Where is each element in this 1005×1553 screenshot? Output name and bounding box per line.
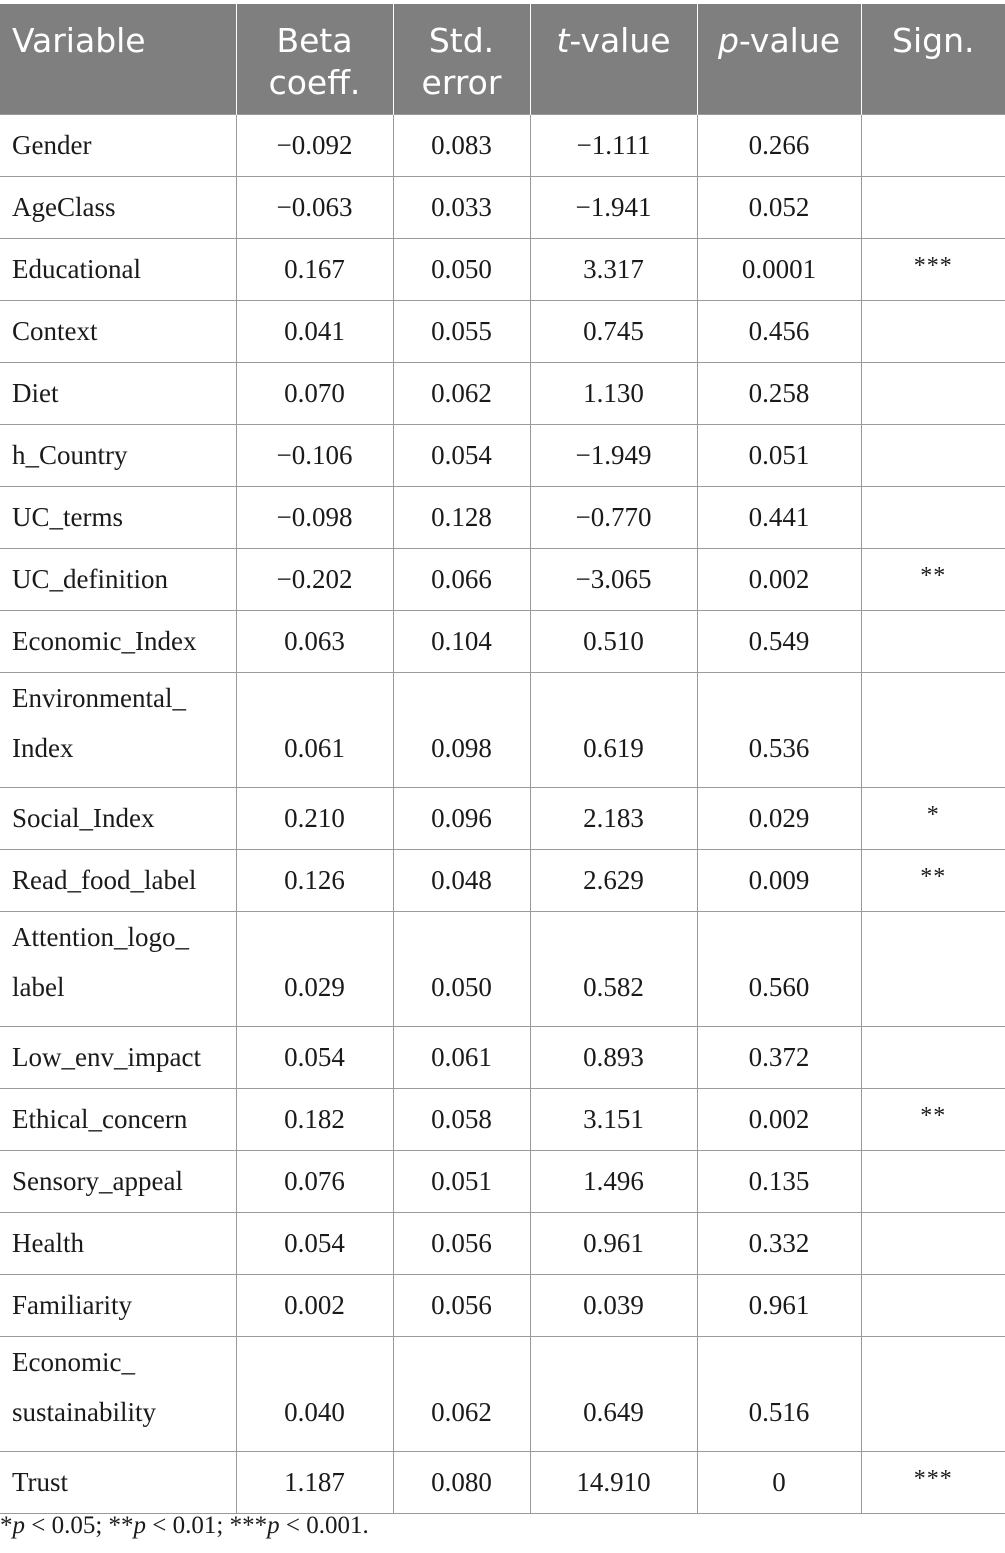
cell-std-error: 0.128 xyxy=(393,486,530,548)
cell-variable: Context xyxy=(0,300,236,362)
cell-beta-coeff: 0.054 xyxy=(236,1026,393,1088)
cell-t-value: 0.961 xyxy=(530,1212,697,1274)
cell-t-value: 14.910 xyxy=(530,1451,697,1513)
table-row xyxy=(0,1274,1005,1336)
cell-p-value: 0.961 xyxy=(697,1274,861,1336)
cell-beta-coeff: −0.106 xyxy=(236,424,393,486)
cell-significance xyxy=(861,911,1005,1026)
table-row xyxy=(0,300,1005,362)
cell-variable: Low_env_impact xyxy=(0,1026,236,1088)
cell-variable: Sensory_appeal xyxy=(0,1150,236,1212)
cell-variable: Economic_ sustainability xyxy=(0,1336,236,1451)
cell-t-value: 0.582 xyxy=(530,911,697,1026)
cell-significance: *** xyxy=(861,238,1005,300)
header-sign: Sign. xyxy=(861,4,1005,114)
cell-std-error: 0.056 xyxy=(393,1212,530,1274)
cell-p-value: 0.0001 xyxy=(697,238,861,300)
cell-variable: Diet xyxy=(0,362,236,424)
cell-p-value: 0.135 xyxy=(697,1150,861,1212)
cell-variable: h_Country xyxy=(0,424,236,486)
cell-p-value: 0.051 xyxy=(697,424,861,486)
cell-std-error: 0.104 xyxy=(393,610,530,672)
cell-variable: Trust xyxy=(0,1451,236,1513)
cell-t-value: −1.111 xyxy=(530,114,697,176)
cell-std-error: 0.080 xyxy=(393,1451,530,1513)
cell-p-value: 0.009 xyxy=(697,849,861,911)
cell-t-value: 1.130 xyxy=(530,362,697,424)
cell-significance xyxy=(861,1274,1005,1336)
cell-p-value: 0.536 xyxy=(697,672,861,787)
cell-variable: Gender xyxy=(0,114,236,176)
cell-beta-coeff: 0.070 xyxy=(236,362,393,424)
cell-significance xyxy=(861,176,1005,238)
cell-p-value: 0.002 xyxy=(697,1088,861,1150)
table-row xyxy=(0,849,1005,911)
table-footnote: *p < 0.05; **p < 0.01; ***p < 0.001. xyxy=(0,1512,369,1539)
cell-t-value: 2.183 xyxy=(530,787,697,849)
cell-std-error: 0.054 xyxy=(393,424,530,486)
cell-beta-coeff: 0.210 xyxy=(236,787,393,849)
cell-beta-coeff: 0.126 xyxy=(236,849,393,911)
cell-significance: ** xyxy=(861,1088,1005,1150)
header-p-rest: -value xyxy=(738,21,841,60)
cell-std-error: 0.050 xyxy=(393,911,530,1026)
table-body xyxy=(0,114,1005,1513)
cell-beta-coeff: 0.076 xyxy=(236,1150,393,1212)
cell-t-value: −0.770 xyxy=(530,486,697,548)
cell-std-error: 0.062 xyxy=(393,362,530,424)
cell-p-value: 0.456 xyxy=(697,300,861,362)
table-row xyxy=(0,1026,1005,1088)
cell-significance xyxy=(861,300,1005,362)
cell-variable: Environmental_ Index xyxy=(0,672,236,787)
cell-t-value: 1.496 xyxy=(530,1150,697,1212)
cell-t-value: 0.510 xyxy=(530,610,697,672)
cell-std-error: 0.062 xyxy=(393,1336,530,1451)
cell-variable: Educational xyxy=(0,238,236,300)
cell-t-value: 3.151 xyxy=(530,1088,697,1150)
cell-p-value: 0.258 xyxy=(697,362,861,424)
cell-std-error: 0.033 xyxy=(393,176,530,238)
header-variable: Variable xyxy=(0,4,236,114)
cell-t-value: 0.649 xyxy=(530,1336,697,1451)
cell-std-error: 0.048 xyxy=(393,849,530,911)
regression-table xyxy=(0,4,1005,1514)
cell-p-value: 0.549 xyxy=(697,610,861,672)
cell-beta-coeff: 0.063 xyxy=(236,610,393,672)
header-std-error: Std. error xyxy=(393,4,530,114)
cell-beta-coeff: 0.029 xyxy=(236,911,393,1026)
cell-std-error: 0.051 xyxy=(393,1150,530,1212)
table-row xyxy=(0,486,1005,548)
cell-significance: ** xyxy=(861,849,1005,911)
cell-beta-coeff: −0.063 xyxy=(236,176,393,238)
cell-beta-coeff: 0.041 xyxy=(236,300,393,362)
table-row xyxy=(0,548,1005,610)
table-row xyxy=(0,1088,1005,1150)
table-row xyxy=(0,176,1005,238)
cell-p-value: 0.332 xyxy=(697,1212,861,1274)
cell-t-value: −1.941 xyxy=(530,176,697,238)
header-p-italic: p xyxy=(717,21,739,60)
cell-significance xyxy=(861,362,1005,424)
header-t-value xyxy=(530,4,697,114)
table-row xyxy=(0,114,1005,176)
cell-variable: Attention_logo_ label xyxy=(0,911,236,1026)
cell-variable: UC_terms xyxy=(0,486,236,548)
cell-beta-coeff: 0.002 xyxy=(236,1274,393,1336)
table-row xyxy=(0,362,1005,424)
cell-variable: Social_Index xyxy=(0,787,236,849)
table-row xyxy=(0,1212,1005,1274)
table-header xyxy=(0,4,1005,114)
table-row xyxy=(0,672,1005,787)
table-row xyxy=(0,1150,1005,1212)
cell-beta-coeff: 0.040 xyxy=(236,1336,393,1451)
cell-beta-coeff: 0.061 xyxy=(236,672,393,787)
cell-significance xyxy=(861,1336,1005,1451)
cell-t-value: 0.893 xyxy=(530,1026,697,1088)
header-p-value xyxy=(697,4,861,114)
cell-significance xyxy=(861,672,1005,787)
header-row xyxy=(0,4,1005,114)
cell-variable: Health xyxy=(0,1212,236,1274)
cell-beta-coeff: 1.187 xyxy=(236,1451,393,1513)
cell-std-error: 0.098 xyxy=(393,672,530,787)
cell-beta-coeff: 0.167 xyxy=(236,238,393,300)
table-row xyxy=(0,610,1005,672)
header-beta-coeff: Beta coeff. xyxy=(236,4,393,114)
cell-std-error: 0.056 xyxy=(393,1274,530,1336)
cell-significance xyxy=(861,424,1005,486)
cell-variable: AgeClass xyxy=(0,176,236,238)
cell-t-value: 0.619 xyxy=(530,672,697,787)
cell-p-value: 0.029 xyxy=(697,787,861,849)
cell-t-value: 0.745 xyxy=(530,300,697,362)
cell-std-error: 0.050 xyxy=(393,238,530,300)
cell-p-value: 0 xyxy=(697,1451,861,1513)
cell-std-error: 0.061 xyxy=(393,1026,530,1088)
cell-t-value: 2.629 xyxy=(530,849,697,911)
header-t-italic: t xyxy=(556,21,570,60)
cell-significance xyxy=(861,1026,1005,1088)
cell-std-error: 0.066 xyxy=(393,548,530,610)
cell-significance xyxy=(861,486,1005,548)
cell-significance xyxy=(861,610,1005,672)
table-row xyxy=(0,787,1005,849)
cell-p-value: 0.372 xyxy=(697,1026,861,1088)
cell-variable: Economic_Index xyxy=(0,610,236,672)
cell-beta-coeff: 0.054 xyxy=(236,1212,393,1274)
cell-significance xyxy=(861,1212,1005,1274)
cell-t-value: −1.949 xyxy=(530,424,697,486)
cell-significance xyxy=(861,114,1005,176)
table-row xyxy=(0,1336,1005,1451)
cell-significance: ** xyxy=(861,548,1005,610)
cell-p-value: 0.560 xyxy=(697,911,861,1026)
cell-significance: * xyxy=(861,787,1005,849)
cell-variable: Ethical_concern xyxy=(0,1088,236,1150)
cell-significance: *** xyxy=(861,1451,1005,1513)
table-row xyxy=(0,238,1005,300)
cell-std-error: 0.096 xyxy=(393,787,530,849)
cell-variable: Read_food_label xyxy=(0,849,236,911)
table-row xyxy=(0,911,1005,1026)
cell-t-value: 3.317 xyxy=(530,238,697,300)
cell-p-value: 0.516 xyxy=(697,1336,861,1451)
cell-variable: UC_definition xyxy=(0,548,236,610)
cell-p-value: 0.441 xyxy=(697,486,861,548)
cell-beta-coeff: −0.092 xyxy=(236,114,393,176)
cell-std-error: 0.058 xyxy=(393,1088,530,1150)
cell-std-error: 0.083 xyxy=(393,114,530,176)
cell-significance xyxy=(861,1150,1005,1212)
cell-std-error: 0.055 xyxy=(393,300,530,362)
header-t-rest: -value xyxy=(569,21,671,60)
cell-p-value: 0.052 xyxy=(697,176,861,238)
cell-beta-coeff: −0.202 xyxy=(236,548,393,610)
table-row xyxy=(0,1451,1005,1513)
cell-variable: Familiarity xyxy=(0,1274,236,1336)
cell-t-value: −3.065 xyxy=(530,548,697,610)
cell-p-value: 0.266 xyxy=(697,114,861,176)
cell-beta-coeff: −0.098 xyxy=(236,486,393,548)
table-row xyxy=(0,424,1005,486)
cell-beta-coeff: 0.182 xyxy=(236,1088,393,1150)
cell-t-value: 0.039 xyxy=(530,1274,697,1336)
cell-p-value: 0.002 xyxy=(697,548,861,610)
